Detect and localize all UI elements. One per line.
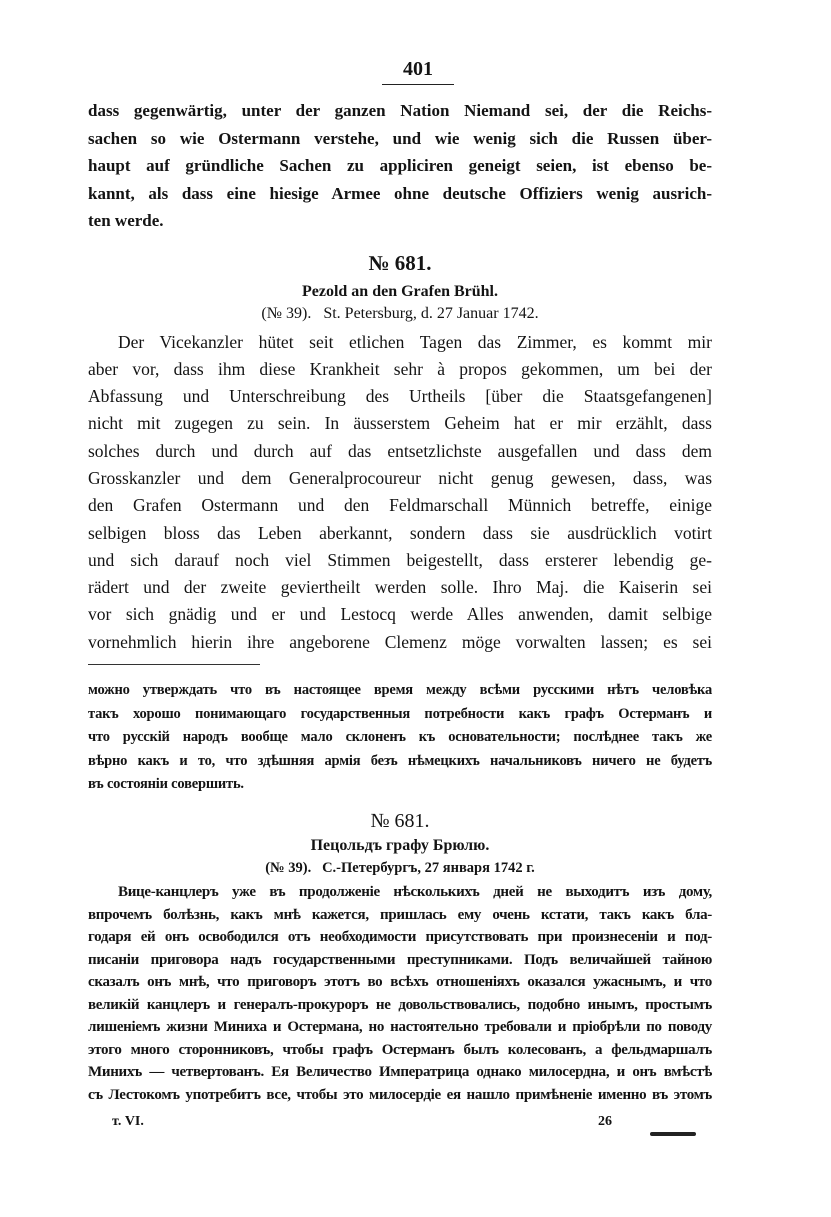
- text-line: sachen so wie Ostermann verstehe, und wie wenig sich die Russen über-: [88, 128, 712, 148]
- text-line: nicht mit zugegen zu sein. In äusserstem Geheim hat er mir erzählt, dass: [88, 413, 712, 434]
- text-line: dass gegenwärtig, unter der ganzen Nation Niemand sei, der die Reichs-: [88, 101, 712, 120]
- text-line: kannt, als dass eine hiesige Armee ohne deutsche Offiziers wenig ausrich-: [88, 183, 712, 203]
- text-line: съ Лестокомъ употребитъ все, чтобы это милосердіе ея нашло примѣненіе именно въ этомъ: [88, 1086, 712, 1103]
- text-line: можно утверждать что въ настоящее время между всѣми русскими нѣтъ человѣка: [88, 682, 712, 699]
- text-line: сказалъ онъ мнѣ, что приговоръ этотъ во всѣхъ отношеніяхъ оказался ужаснымъ, и что: [88, 974, 712, 991]
- text-line: въ состояніи совершить.: [88, 776, 244, 793]
- text-line: haupt auf gründliche Sachen zu appliciren geneigt seien, ist ebenso be-: [88, 156, 712, 175]
- russian-footnote: [88, 679, 712, 797]
- russian-body: [88, 881, 712, 1106]
- german-document-number: № 681.: [368, 250, 432, 275]
- text-line: писаніи приговора надъ государственными преступниками. Подъ величайшей тайною: [88, 951, 712, 968]
- german-dateline: (№ 39). St. Petersburg, d. 27 Januar 1742.: [261, 304, 539, 322]
- signature-mark: 26: [598, 1114, 612, 1130]
- text-line: vor sich gnädig und er und Lestocq werde Alles anwenden, damit selbige: [88, 604, 712, 625]
- volume-label: т. VI.: [112, 1114, 144, 1130]
- german-document-title: Pezold an den Grafen Brühl.: [301, 282, 498, 300]
- text-line: den Grafen Ostermann und den Feldmarschall Münnich betreffe, einige: [88, 495, 712, 516]
- text-line: Вице-канцлеръ уже въ продолженіе нѣсколькихъ дней не выходитъ изъ дому,: [118, 884, 712, 901]
- text-line: selbigen bloss das Leben aberkannt, sondern dass sie ausdrücklich votirt: [88, 522, 712, 543]
- text-line: годаря ей онъ освободился отъ необходимости присутствовать при произнесеніи и под-: [88, 929, 712, 946]
- russian-document-number: № 681.: [370, 810, 430, 833]
- page: [88, 0, 712, 1142]
- text-line: solches durch und durch auf das entsetzlichste ausgefallen und dass dem: [88, 440, 712, 461]
- text-line: vornehmlich hierin ihre angeborene Clemenz möge vorwalten lassen; es sei: [88, 631, 712, 652]
- russian-document-title: Пецольдъ графу Брюлю.: [310, 837, 490, 855]
- text-line: und sich darauf noch viel Stimmen beigestellt, dass ersterer lebendig ge-: [88, 549, 712, 570]
- footnote-divider: [88, 664, 260, 665]
- text-line: Abfassung und Unterschreibung des Urtheils [über die Staatsgefangenen]: [88, 386, 712, 407]
- text-line: aber vor, dass ihm diese Krankheit sehr à propos gekommen, um bei der: [88, 358, 712, 379]
- text-line: Grosskanzler und dem Generalprocoureur nicht genug gewesen, dass, was: [88, 467, 712, 488]
- page-footer: [88, 1112, 712, 1142]
- library-stamp-mark: [650, 1132, 696, 1136]
- german-body: [88, 329, 712, 657]
- page-number: 401: [382, 56, 454, 85]
- text-line: впрочемъ болѣзнь, какъ мнѣ кажется, пришлась ему очень кстати, такъ какъ бла-: [88, 906, 712, 923]
- text-line: вѣрно какъ и то, что здѣшняя армія безъ нѣмецкихъ начальниковъ ничего не будетъ: [88, 752, 712, 769]
- top-paragraph: [88, 97, 712, 235]
- text-line: что русскій народъ вообще мало склоненъ къ основательности; послѣднее такъ же: [88, 729, 712, 746]
- text-line: Der Vicekanzler hütet seit etlichen Tagen das Zimmer, es kommt mir: [118, 331, 712, 352]
- russian-dateline: (№ 39). С.-Петербургъ, 27 января 1742 г.: [265, 860, 535, 877]
- text-line: rädert und der zweite geviertheilt werden solle. Ihro Maj. die Kaiserin sei: [88, 577, 712, 598]
- text-line: лишеніемъ жизни Миниха и Остермана, но настоятельно требовали и пріобрѣли по поводу: [88, 1019, 712, 1036]
- text-line: этого много сторонниковъ, чтобы графъ Остерманъ былъ колесованъ, а фельдмаршалъ: [88, 1041, 712, 1058]
- text-line: ten werde.: [88, 211, 164, 230]
- text-line: великій канцлеръ и генералъ-прокуроръ не довольствовались, подобно инымъ, простымъ: [88, 996, 712, 1013]
- text-line: Минихъ — четвертованъ. Ея Величество Императрица однако милосердна, и онъ вмѣстѣ: [88, 1064, 712, 1081]
- text-line: такъ хорошо понимающаго государственныя потребности какъ графъ Остерманъ и: [88, 705, 712, 722]
